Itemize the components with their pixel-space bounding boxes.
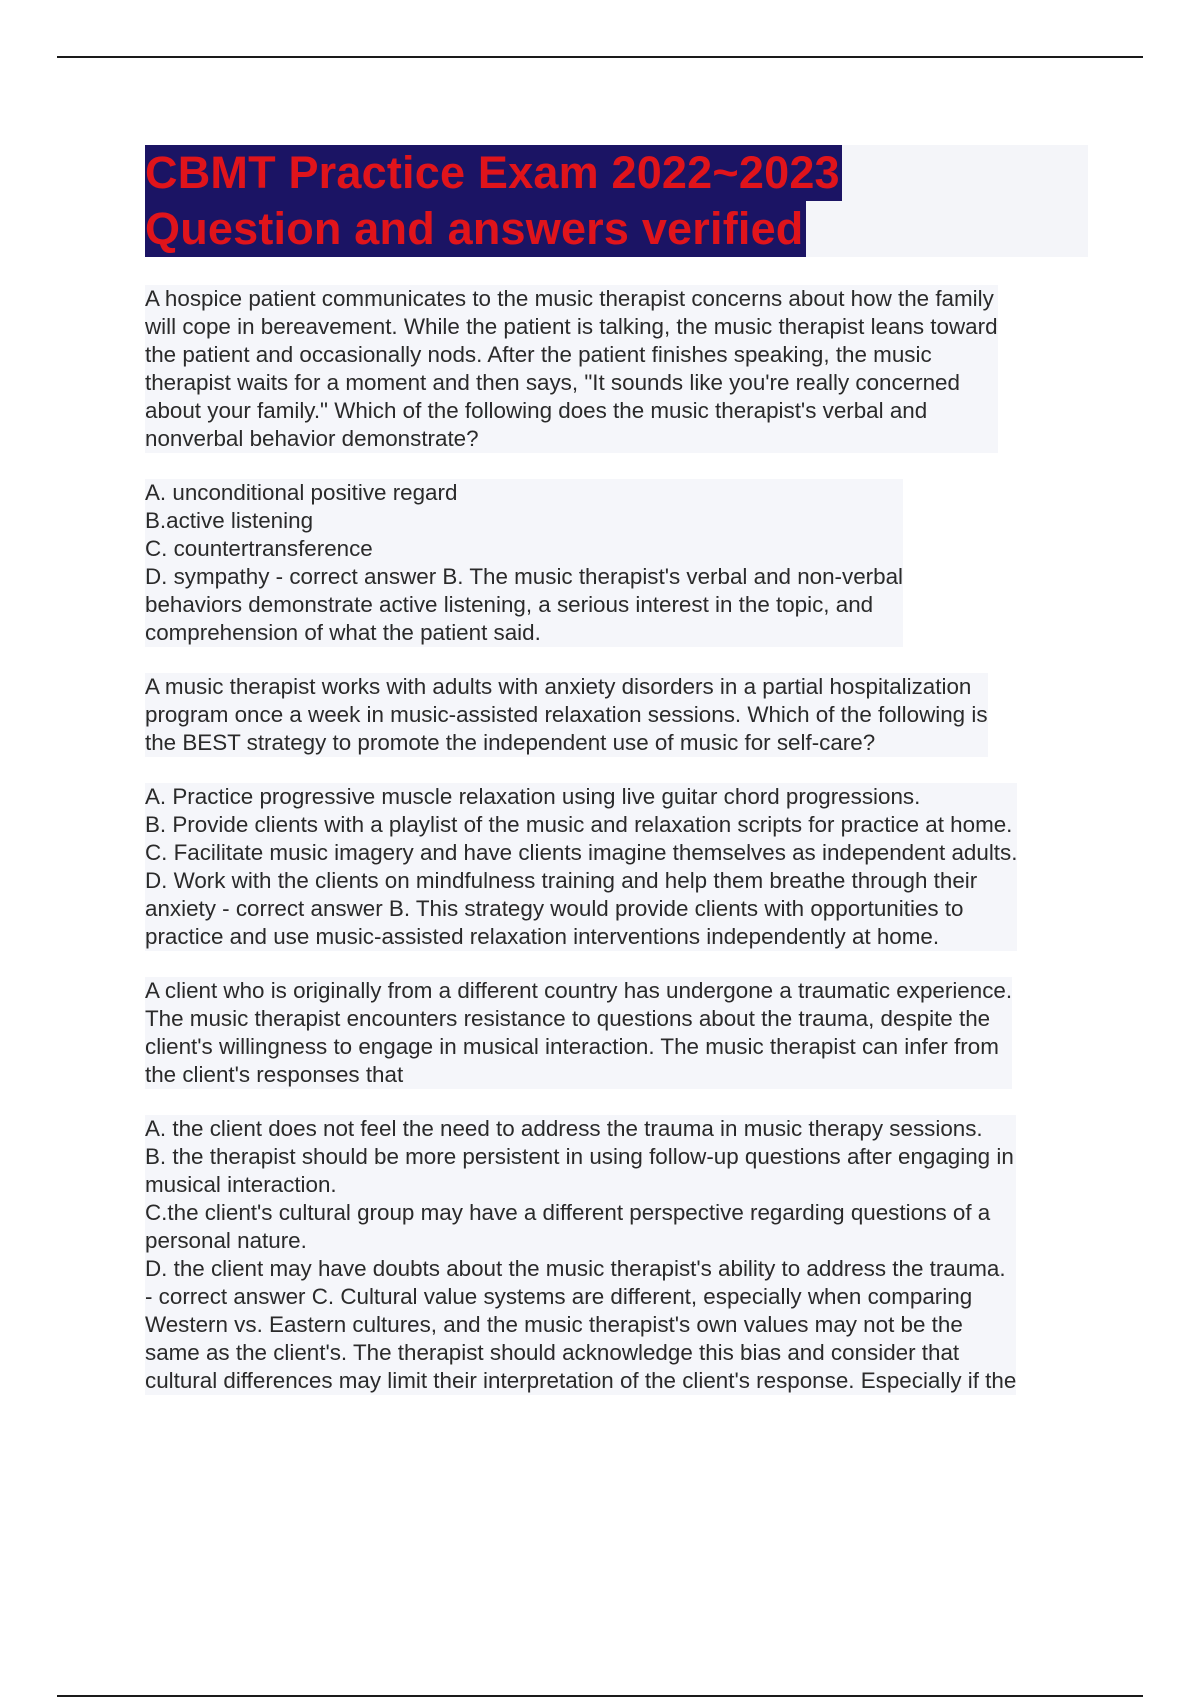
title-line-1: CBMT Practice Exam 2022~2023 — [145, 145, 842, 201]
title-line-2: Question and answers verified — [145, 201, 806, 257]
answers-2: A. Practice progressive muscle relaxation using live guitar chord progressions. B. Provide clients with a playlist of the music and relaxation scripts for practice at home. C. Facilitate music imagery and have clients imagine themselves as independent adults. D. Work with the clients on mindfulness training and help them breathe through their anxiety - correct answer B. This strategy would provide clients with opportunities to practice and use music-assisted relaxation interventions independently at home. — [145, 784, 1018, 949]
answers-3: A. the client does not feel the need to address the trauma in music therapy sessions. B. the therapist should be more persistent in using follow-up questions after engaging in musical interaction. C.the client's cultural group may have a different perspective regarding questions of a personal nature. D. the client may have doubts about the music therapist's ability to address the trauma. - correct answer C. Cultural value systems are different, especially when comparing Western vs. Eastern cultures, and the music therapist's own values may not be the same as the client's. The therapist should acknowledge this bias and consider that cultural differences may limit their interpretation of the client's response. Especially if the — [145, 1116, 1017, 1393]
bottom-rule — [57, 1695, 1143, 1697]
question-2: A music therapist works with adults with anxiety disorders in a partial hospitalization program once a week in music-assisted relaxation sessions. Which of the following is the BEST strategy to promote the independent use of music for self-care? — [145, 674, 988, 755]
document-body — [145, 285, 1090, 1421]
title-block — [145, 145, 1088, 257]
question-1: A hospice patient communicates to the music therapist concerns about how the family will cope in bereavement. While the patient is talking, the music therapist leans toward the patient and occasionally nods. After the patient finishes speaking, the music therapist waits for a moment and then says, "It sounds like you're really concerned about your family." Which of the following does the music therapist's verbal and nonverbal behavior demonstrate? — [145, 286, 998, 451]
question-3: A client who is originally from a different country has undergone a traumatic experience. The music therapist encounters resistance to questions about the trauma, despite the client's willingness to engage in musical interaction. The music therapist can infer from the client's responses that — [145, 978, 1013, 1087]
top-rule — [57, 56, 1143, 58]
answers-1: A. unconditional positive regard B.active listening C. countertransference D. sympathy - correct answer B. The music therapist's verbal and non-verbal behaviors demonstrate active listening, a serious interest in the topic, and comprehension of what the patient said. — [145, 480, 903, 645]
